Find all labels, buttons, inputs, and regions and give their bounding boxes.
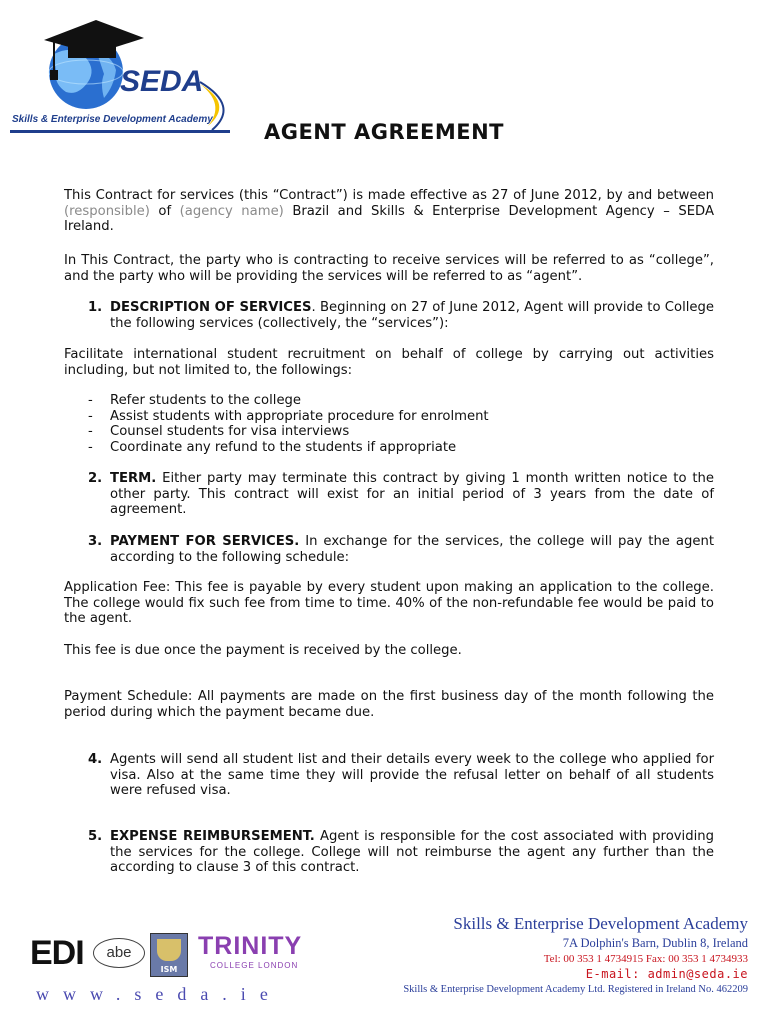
intro-text-c: of — [149, 203, 180, 219]
intro-text-e: Brazil and Skills & Enterprise Development Agency – SEDA Ireland. — [64, 203, 714, 235]
footer-registration: Skills & Enterprise Development Academy Ltd. Registered in Ireland No. 462209 — [403, 984, 748, 995]
section-2-text — [110, 471, 714, 518]
section-3-text — [110, 534, 714, 565]
section-1-body: . Beginning on 27 of June 2012, Agent will provide to College the following services (collectively, the “services”): — [110, 300, 714, 331]
website-link[interactable]: www.seda.ie — [36, 984, 282, 1004]
section-5-number: 5. — [88, 829, 103, 844]
bullet-marker: - — [88, 424, 93, 439]
logo-wordmark: SEDA — [120, 65, 204, 98]
section-1-heading: DESCRIPTION OF SERVICES — [110, 300, 312, 315]
bullet-marker: - — [88, 409, 93, 424]
section-5-text — [110, 829, 714, 876]
section-3-heading: PAYMENT FOR SERVICES. — [110, 534, 300, 549]
section-2-body: Either party may terminate this contract by giving 1 month written notice to the other party. This contract will exist for an initial period of 3 years from the date of agreement. — [110, 471, 714, 518]
intro-definitions: In This Contract, the party who is contracting to receive services will be referred to as “college”, and the party who will be providing the services will be referred to as “agent”. — [64, 253, 714, 284]
section-1-number: 1. — [88, 300, 103, 315]
intro-paragraph-1 — [64, 188, 714, 235]
application-fee-paragraph — [64, 580, 714, 627]
section-1-paragraph — [64, 347, 714, 378]
section-1-text — [110, 300, 714, 331]
list-item: Counsel students for visa interviews — [110, 424, 350, 439]
bullet-marker: - — [88, 440, 93, 455]
section-3-body: In exchange for the services, the college will pay the agent according to the following schedule: — [110, 534, 714, 565]
section-2-heading: TERM. — [110, 471, 157, 486]
payment-schedule-paragraph — [64, 689, 714, 720]
footer-phone-fax: Tel: 00 353 1 4734915 Fax: 00 353 1 4734933 — [543, 953, 748, 965]
logo-tagline: Skills & Enterprise Development Academy — [12, 114, 213, 125]
intro-text-a: This Contract for services (this “Contract”) is made effective as 27 of June 2012, by and between — [64, 188, 714, 203]
list-item: Assist students with appropriate procedure for enrolment — [110, 409, 489, 424]
ism-logo-text: ISM — [160, 965, 178, 974]
trinity-logo-subtitle: COLLEGE LONDON — [210, 961, 299, 970]
footer-address: 7A Dolphin's Barn, Dublin 8, Ireland — [562, 936, 748, 950]
list-item: Refer students to the college — [110, 393, 302, 408]
seda-logo — [4, 14, 236, 125]
section-4-number: 4. — [88, 752, 103, 767]
crest-shield-icon — [157, 939, 181, 961]
footer-email[interactable]: E-mail: admin@seda.ie — [585, 967, 748, 981]
document-title: AGENT AGREEMENT — [263, 120, 505, 144]
application-fee-text: Application Fee: This fee is payable by every student upon making an application to the college. The college would fix such fee from time to time. 40% of the non-refundable fee would be paid to the agent. — [64, 580, 714, 627]
section-4-text: Agents will send all student list and their details every week to the college who applied for visa. Also at the same time they will provide the refusal letter on behalf of all students were refused visa. — [110, 752, 714, 799]
payment-schedule-text: Payment Schedule: All payments are made on the first business day of the month following the period during which the payment became due. — [64, 689, 714, 720]
trinity-logo: TRINITY — [198, 932, 303, 960]
abe-logo: abe — [93, 938, 145, 968]
edi-logo: EDI — [30, 934, 84, 972]
intro-paragraph-2 — [64, 253, 714, 284]
footer-academy-name: Skills & Enterprise Development Academy — [453, 914, 748, 933]
section-3-number: 3. — [88, 534, 103, 549]
services-description: Facilitate international student recruitment on behalf of college by carrying out activities including, but not limited to, the followings: — [64, 347, 714, 378]
fee-due-paragraph — [64, 643, 714, 659]
section-2-number: 2. — [88, 471, 103, 486]
placeholder-responsible: (responsible) — [64, 203, 150, 219]
partner-logos — [30, 930, 330, 980]
list-item: Coordinate any refund to the students if appropriate — [110, 440, 457, 455]
section-5-body: Agent is responsible for the cost associated with providing the services for the college. College will not reimburse the agent any further than the according to clause 3 of this contract. — [110, 829, 714, 876]
bullet-marker: - — [88, 393, 93, 408]
placeholder-agency-name: (agency name) — [179, 203, 284, 219]
fee-due-text: This fee is due once the payment is received by the college. — [64, 643, 462, 658]
ism-crest-logo — [150, 933, 188, 977]
section-5-heading: EXPENSE REIMBURSEMENT. — [110, 829, 315, 844]
